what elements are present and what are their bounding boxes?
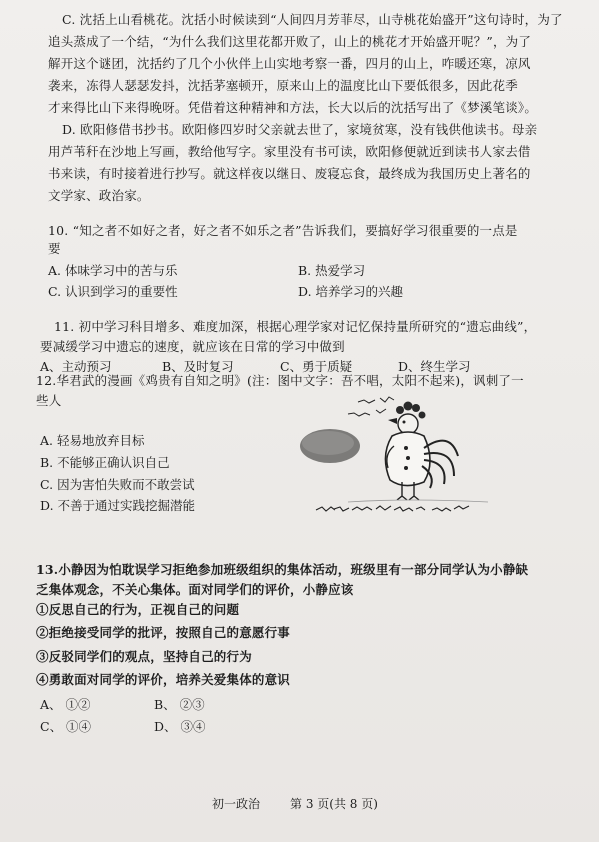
rooster-cartoon <box>288 388 516 518</box>
option-b: B、 ②③ <box>154 697 205 712</box>
sun-highlight <box>302 431 354 455</box>
statement-item: ③反驳同学们的观点，坚持自己的行为 <box>36 649 252 664</box>
text-line: 袭来，冻得人瑟瑟发抖，沈括茅塞顿开，原来山上的温度比山下要低很多，因此花季 <box>48 78 518 93</box>
question-stem: 13.小静因为怕耽误学习拒绝参加班级组织的集体活动，班级里有一部分同学认为小静缺 <box>36 562 529 577</box>
option-d: D. 不善于通过实践挖掘潜能 <box>40 498 196 513</box>
question-stem: 10. “知之者不如好之者，好之者不如乐之者”告诉我们，要搞好学习很重要的一点是 <box>48 223 518 238</box>
ground-line <box>348 500 488 502</box>
statement-item: ④勇敢面对同学的评价，培养关爱集体的意识 <box>36 672 291 687</box>
text-line: D. 欧阳修借书抄书。欧阳修四岁时父亲就去世了，家境贫寒，没有钱供他读书。母亲 <box>62 122 538 137</box>
text-line: 文学家、政治家。 <box>48 188 150 203</box>
question-stem: 12.华君武的漫画《鸡贵有自知之明》(注：图中文字：吾不唱，太阳不起来)，讽刺了一 <box>36 373 524 388</box>
text-line: 才来得比山下来得晚呀。凭借着这种精神和方法，长大以后的沈括写出了《梦溪笔谈》。 <box>48 100 538 115</box>
option-d: D. 培养学习的兴趣 <box>298 284 404 299</box>
text-line: C. 沈括上山看桃花。沈括小时候读到“人间四月芳菲尽，山寺桃花始盛开”这句诗时，为了 <box>62 12 563 27</box>
text-line: 书来读，有时接着进行抄写。就这样夜以继日、废寝忘食，最终成为我国历史上著名的 <box>48 166 531 181</box>
option-c: C、勇于质疑 <box>280 359 353 374</box>
option-b: B. 不能够正确认识自己 <box>40 455 170 470</box>
text-line: 追头蒸成了一个结，“为什么我们这里花都开败了，山上的桃花才开始盛开呢？”，为了 <box>48 34 532 49</box>
option-c: C. 认识到学习的重要性 <box>48 284 178 299</box>
rooster-beak <box>388 418 397 424</box>
question-stem: 11. 初中学习科目增多、难度加深，根据心理学家对记忆保持量所研究的“遗忘曲线”， <box>54 319 537 334</box>
rooster-head <box>398 414 418 434</box>
statement-item: ①反思自己的行为，正视自己的问题 <box>36 602 240 617</box>
option-d: D、终生学习 <box>398 359 471 374</box>
footer-subject: 初一政治 <box>212 797 261 811</box>
option-c: C、 ①④ <box>40 719 92 734</box>
handwritten-caption <box>316 506 469 511</box>
option-b: B. 热爱学习 <box>298 263 366 278</box>
question-stem: 要 <box>48 241 61 256</box>
speech-scribble <box>348 397 394 416</box>
text-line: 用芦苇秆在沙地上写画，教给他写字。家里没有书可读，欧阳修便就近到读书人家去借 <box>48 144 531 159</box>
option-d: D、 ③④ <box>154 719 206 734</box>
statement-item: ②拒绝接受同学的批评，按照自己的意愿行事 <box>36 625 291 640</box>
question-stem: 些人 <box>36 393 62 408</box>
text-line: 解开这个谜团，沈括约了几个小伙伴上山实地考察一番，四月的山上，咋暖还寒，凉风 <box>48 56 531 71</box>
footer-page-number: 第 3 页(共 8 页) <box>290 797 378 811</box>
option-a: A、 ①② <box>40 697 91 712</box>
option-a: A、主动预习 <box>40 359 112 374</box>
option-a: A. 轻易地放弃目标 <box>40 433 145 448</box>
option-a: A. 体味学习中的苦与乐 <box>48 263 178 278</box>
question-stem: 乏集体观念，不关心集体。面对同学们的评价，小静应该 <box>36 582 354 597</box>
option-b: B、及时复习 <box>162 359 234 374</box>
question-stem: 要减缓学习中遗忘的速度，就应该在日常的学习中做到 <box>40 339 345 354</box>
option-c: C. 因为害怕失败而不敢尝试 <box>40 477 195 492</box>
rooster-eye <box>403 421 406 424</box>
